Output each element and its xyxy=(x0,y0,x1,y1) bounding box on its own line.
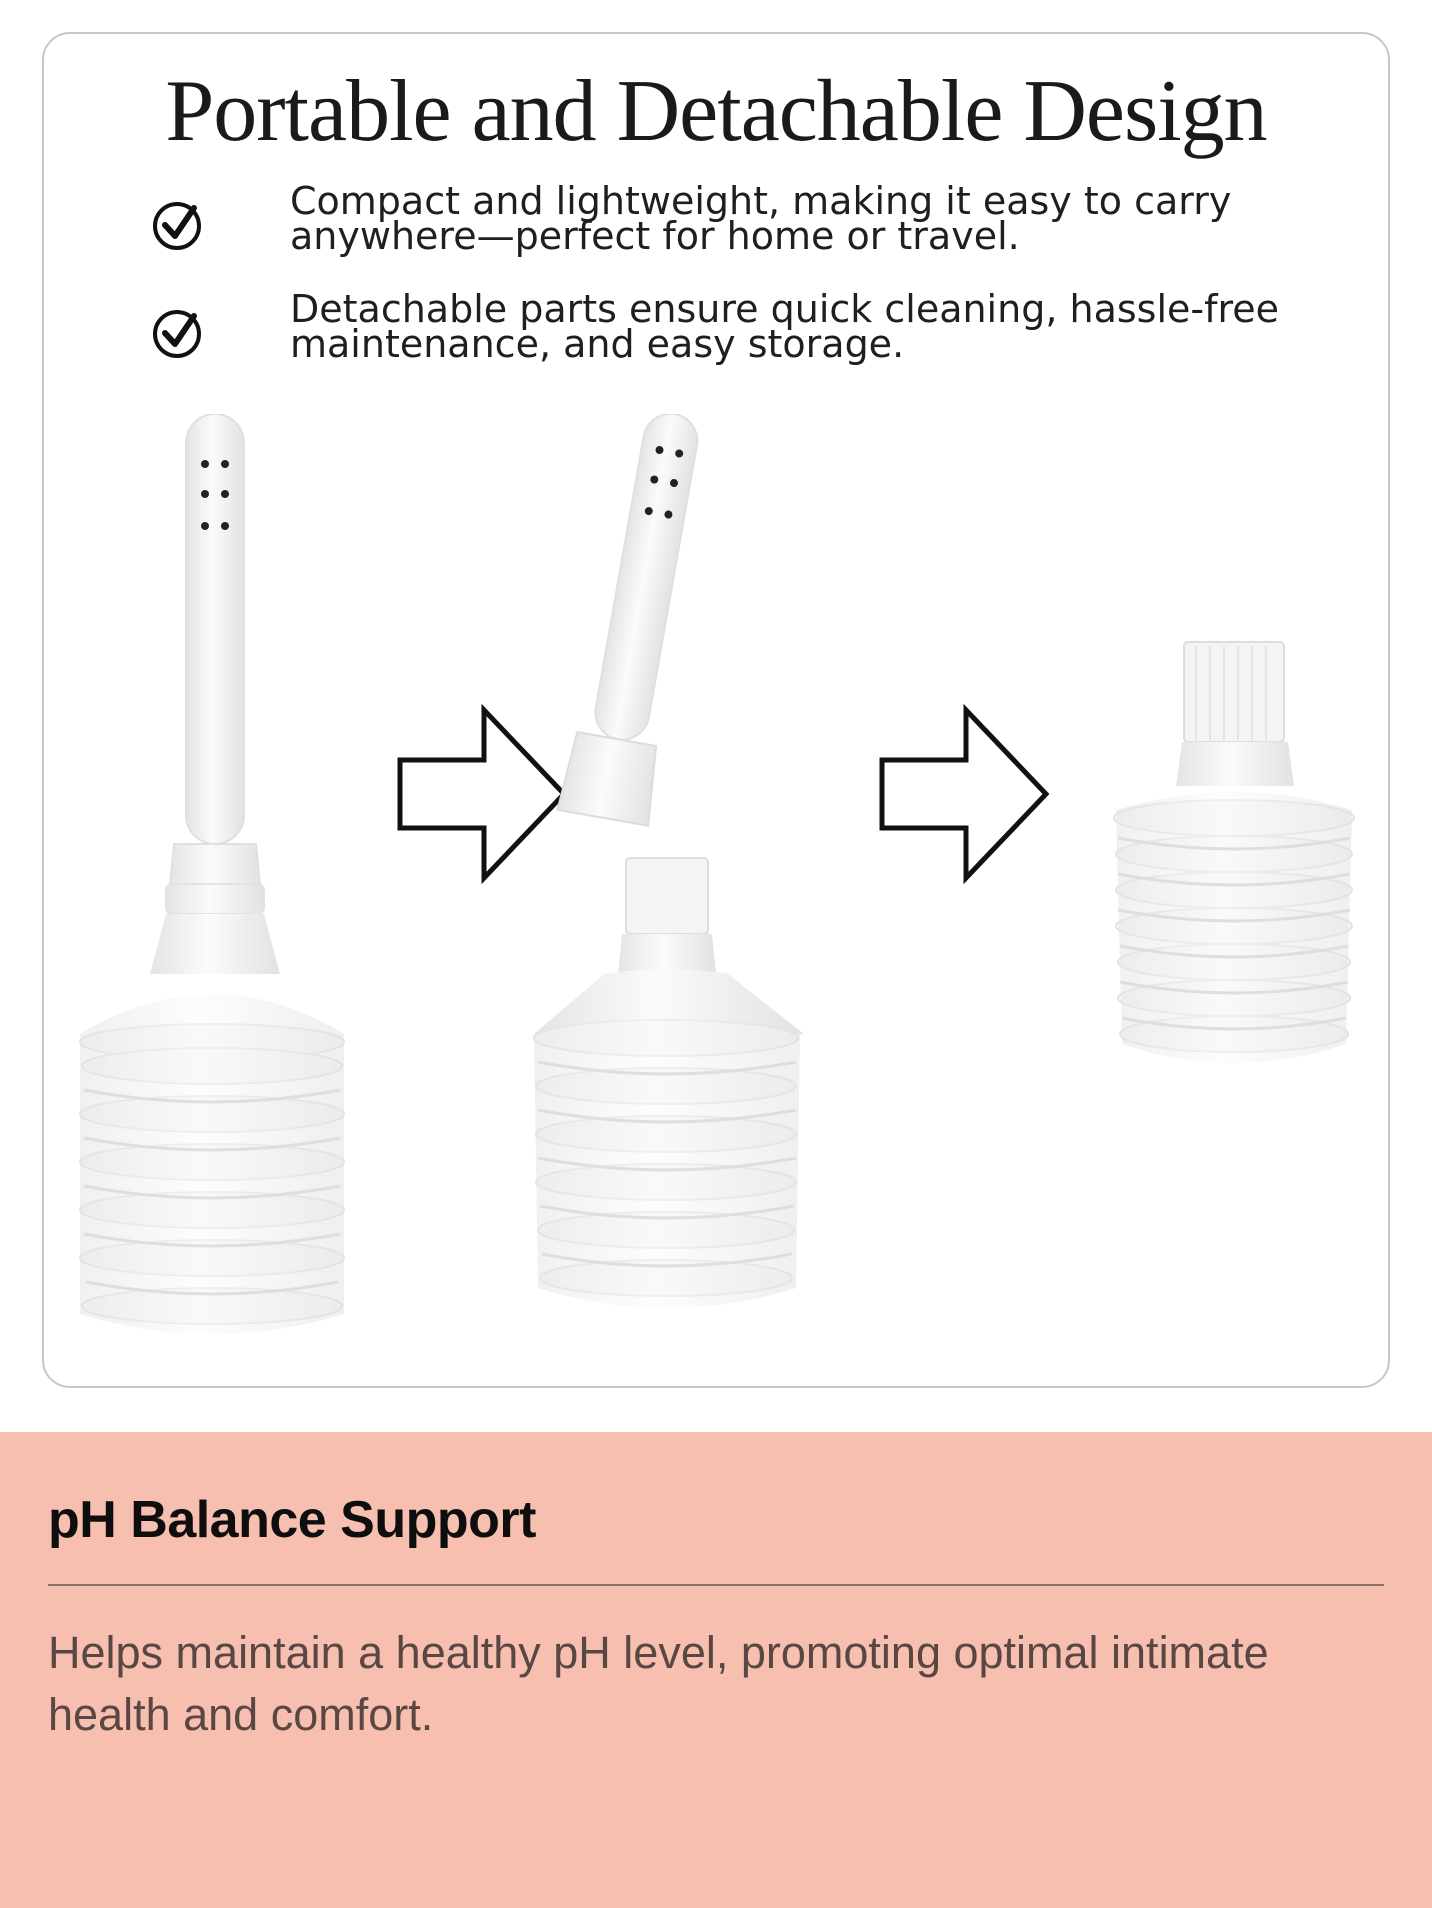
arrow-right-icon xyxy=(882,710,1046,878)
feature-text: Compact and lightweight, making it easy to carry anywhere—perfect for home or travel. xyxy=(290,179,1232,258)
arrow-right-icon xyxy=(400,710,564,878)
detached-nozzle-icon xyxy=(558,414,720,826)
bulb-storage-icon xyxy=(1114,642,1354,1063)
product-card xyxy=(42,32,1390,1388)
panel-divider xyxy=(48,1584,1384,1586)
card-title: Portable and Detachable Design xyxy=(165,63,1267,160)
check-circle-icon xyxy=(150,304,206,360)
feature-item xyxy=(150,179,1300,264)
info-panel xyxy=(0,1432,1432,1908)
panel-body: Helps maintain a healthy pH level, promoting optimal intimate health and comfort. xyxy=(48,1627,1269,1740)
feature-text: Detachable parts ensure quick cleaning, hassle-free maintenance, and easy storage. xyxy=(290,287,1280,366)
feature-item xyxy=(150,287,1300,372)
product-illustration xyxy=(44,414,1390,1374)
check-circle-icon xyxy=(150,196,206,252)
detached-bulb-icon xyxy=(534,858,804,1308)
panel-title: pH Balance Support xyxy=(48,1491,536,1549)
assembled-bulb-icon xyxy=(80,414,344,1334)
